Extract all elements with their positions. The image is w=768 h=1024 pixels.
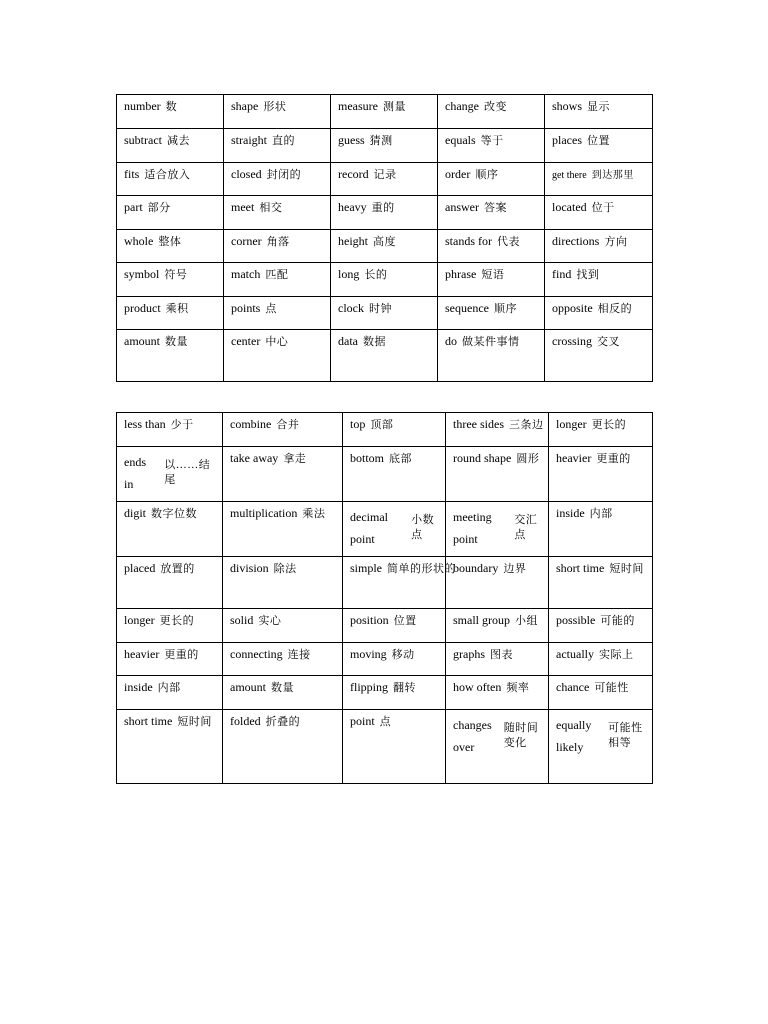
vocab-cell (549, 447, 653, 502)
english-term: product (124, 301, 161, 315)
english-term: order (445, 167, 471, 181)
chinese-translation: 顶部 (370, 419, 394, 431)
english-term: guess (338, 133, 365, 147)
english-term: part (124, 200, 143, 214)
vocab-cell (545, 230, 653, 263)
vocab-cell (438, 163, 545, 196)
english-term: whole (124, 234, 154, 248)
chinese-translation: 角落 (266, 236, 290, 248)
vocab-cell (117, 502, 223, 557)
chinese-translation: 中心 (265, 336, 289, 348)
english-term: shape (231, 99, 259, 113)
vocab-cell (117, 557, 223, 609)
table-row (117, 557, 653, 609)
chinese-translation: 更重的 (596, 453, 631, 465)
english-term: boundary (453, 561, 499, 575)
chinese-translation: 测量 (382, 101, 406, 113)
chinese-translation: 代表 (497, 236, 520, 248)
vocab-cell (223, 502, 343, 557)
chinese-translation: 折叠的 (265, 716, 301, 728)
vocab-cell (343, 557, 456, 609)
table-row (117, 643, 653, 676)
chinese-translation: 频率 (506, 682, 530, 694)
english-term: placed (124, 561, 156, 575)
chinese-translation: 封闭的 (266, 169, 302, 181)
vocab-cell (117, 676, 223, 710)
chinese-translation: 适合放入 (144, 169, 191, 181)
english-term: match (231, 267, 261, 281)
chinese-translation: 部分 (147, 202, 171, 214)
vocab-cell (549, 609, 653, 643)
vocab-cell (438, 95, 545, 129)
english-term: closed (231, 167, 262, 181)
english-term: point (350, 714, 375, 728)
chinese-translation: 小数点 (411, 514, 435, 541)
english-term: height (338, 234, 368, 248)
chinese-translation: 圆形 (516, 453, 540, 465)
chinese-translation: 内部 (157, 682, 181, 694)
chinese-translation: 短时间 (609, 563, 644, 575)
english-term: division (230, 561, 269, 575)
chinese-translation: 猜测 (369, 135, 393, 147)
chinese-translation: 等于 (480, 135, 504, 147)
english-term: symbol (124, 267, 160, 281)
chinese-translation: 做某件事情 (462, 336, 520, 348)
english-term: do (445, 334, 457, 348)
english-term: center (231, 334, 261, 348)
vocab-cell (224, 196, 331, 230)
english-term: top (350, 417, 366, 431)
vocab-cell (446, 710, 549, 784)
chinese-translation: 移动 (391, 649, 415, 661)
chinese-translation: 图表 (490, 649, 513, 661)
vocab-cell (117, 196, 224, 230)
vocab-cell (224, 330, 331, 382)
chinese-translation: 数 (165, 101, 178, 113)
vocab-cell (331, 297, 438, 330)
vocab-cell (549, 413, 653, 447)
chinese-translation: 乘积 (165, 303, 189, 315)
english-term: fits (124, 167, 140, 181)
english-term: measure (338, 99, 378, 113)
english-term: position (350, 613, 389, 627)
english-term: longer (556, 417, 587, 431)
table-row (117, 413, 653, 447)
vocab-cell (438, 129, 545, 163)
chinese-translation: 顺序 (493, 303, 517, 315)
table-row (117, 95, 653, 129)
table-row (117, 447, 653, 502)
english-term: multiplication (230, 506, 298, 520)
chinese-translation: 时钟 (369, 303, 392, 315)
chinese-translation: 小组 (515, 615, 538, 627)
vocab-cell (549, 676, 653, 710)
english-term: places (552, 133, 582, 147)
vocab-cell (117, 163, 224, 196)
vocab-cell (545, 196, 653, 230)
english-term: stands for (445, 234, 492, 248)
chinese-translation: 简单的形状的 (387, 563, 456, 575)
chinese-translation: 更长的 (591, 419, 627, 431)
chinese-translation: 到达那里 (591, 170, 634, 181)
vocab-cell (438, 230, 545, 263)
chinese-translation: 改变 (483, 101, 507, 113)
table-row (117, 163, 653, 196)
english-term: heavier (556, 451, 592, 465)
english-term: flipping (350, 680, 388, 694)
english-term: short time (556, 561, 605, 575)
table-row (117, 676, 653, 710)
english-term: phrase (445, 267, 477, 281)
chinese-translation: 放置的 (160, 563, 195, 575)
chinese-translation: 实心 (258, 615, 282, 627)
vocabulary-table-1 (116, 94, 653, 382)
chinese-translation: 重的 (371, 202, 395, 214)
vocab-cell (343, 413, 446, 447)
english-term: clock (338, 301, 364, 315)
english-term: located (552, 200, 587, 214)
vocab-cell (545, 95, 653, 129)
vocab-cell (438, 297, 545, 330)
vocab-cell (117, 95, 224, 129)
table-row (117, 230, 653, 263)
vocab-cell (545, 163, 653, 196)
english-term: bottom (350, 451, 385, 465)
vocab-cell (343, 676, 446, 710)
vocabulary-table-2 (116, 412, 653, 784)
english-term: sequence (445, 301, 489, 315)
table-row (117, 263, 653, 297)
vocab-cell (446, 609, 549, 643)
vocab-cell (223, 557, 343, 609)
chinese-translation: 内部 (589, 508, 613, 520)
chinese-translation: 显示 (587, 101, 611, 113)
chinese-translation: 顺序 (475, 169, 499, 181)
english-term: equally likely (556, 718, 592, 754)
chinese-translation: 位置 (586, 135, 610, 147)
english-term: simple (350, 561, 382, 575)
english-term: find (552, 267, 572, 281)
vocab-cell (223, 710, 343, 784)
vocab-cell (331, 163, 438, 196)
vocab-cell (549, 557, 653, 609)
english-term: longer (124, 613, 155, 627)
chinese-translation: 实际上 (598, 649, 634, 661)
vocab-cell (331, 263, 438, 297)
chinese-translation: 交汇点 (514, 514, 538, 541)
chinese-translation: 少于 (170, 419, 194, 431)
vocab-cell (224, 263, 331, 297)
chinese-translation: 数量 (271, 682, 294, 694)
vocab-cell (117, 297, 224, 330)
english-term: record (338, 167, 369, 181)
english-term: decimal point (350, 510, 388, 546)
chinese-translation: 相交 (259, 202, 283, 214)
vocab-cell (343, 710, 446, 784)
vocab-cell (117, 447, 223, 502)
chinese-translation: 点 (265, 303, 277, 315)
chinese-translation: 符号 (164, 269, 188, 281)
vocab-cell (331, 129, 438, 163)
vocab-cell (446, 502, 549, 557)
vocab-cell (117, 609, 223, 643)
chinese-translation: 找到 (576, 269, 600, 281)
english-term: inside (124, 680, 153, 694)
vocab-cell (223, 609, 343, 643)
english-term: short time (124, 714, 173, 728)
vocab-cell (117, 263, 224, 297)
vocab-cell (549, 643, 653, 676)
english-term: amount (124, 334, 160, 348)
table-row (117, 502, 653, 557)
english-term: actually (556, 647, 594, 661)
vocab-cell (331, 330, 438, 382)
vocab-cell (224, 95, 331, 129)
vocab-cell (223, 676, 343, 710)
vocab-cell (224, 230, 331, 263)
table-row (117, 129, 653, 163)
chinese-translation: 底部 (389, 453, 413, 465)
vocab-cell (117, 129, 224, 163)
table-row (117, 710, 653, 784)
english-term: amount (230, 680, 266, 694)
chinese-translation: 可能的 (600, 615, 635, 627)
english-term: opposite (552, 301, 593, 315)
vocab-cell (343, 609, 446, 643)
vocab-cell (117, 710, 223, 784)
chinese-translation: 位置 (393, 615, 417, 627)
chinese-translation: 数据 (363, 336, 386, 348)
vocab-cell (446, 676, 549, 710)
vocab-cell (117, 330, 224, 382)
vocab-cell (224, 163, 331, 196)
vocab-cell (446, 643, 549, 676)
english-term: change (445, 99, 479, 113)
chinese-translation: 边界 (503, 563, 527, 575)
english-term: digit (124, 506, 147, 520)
english-term: answer (445, 200, 479, 214)
english-term: changes over (453, 718, 492, 754)
vocab-cell (331, 196, 438, 230)
chinese-translation: 记录 (373, 169, 397, 181)
english-term: chance (556, 680, 590, 694)
english-term: three sides (453, 417, 504, 431)
vocab-cell (545, 297, 653, 330)
english-term: inside (556, 506, 585, 520)
chinese-translation: 数字位数 (151, 508, 198, 520)
chinese-translation: 随时间变化 (503, 722, 539, 749)
vocab-cell (117, 643, 223, 676)
chinese-translation: 长的 (364, 269, 388, 281)
english-term: get there (552, 170, 587, 181)
english-term: ends in (124, 455, 146, 491)
english-term: moving (350, 647, 387, 661)
vocab-cell (343, 643, 446, 676)
vocab-cell (438, 263, 545, 297)
chinese-translation: 三条边 (508, 419, 544, 431)
chinese-translation: 可能性 (594, 682, 629, 694)
vocab-cell (224, 129, 331, 163)
english-term: heavy (338, 200, 367, 214)
english-term: small group (453, 613, 510, 627)
vocab-cell (117, 413, 223, 447)
chinese-translation: 形状 (263, 101, 287, 113)
english-term: graphs (453, 647, 485, 661)
english-term: number (124, 99, 161, 113)
chinese-translation: 匹配 (265, 269, 289, 281)
english-term: shows (552, 99, 583, 113)
vocab-cell (438, 330, 545, 382)
english-term: possible (556, 613, 596, 627)
english-term: subtract (124, 133, 162, 147)
vocab-cell (446, 447, 549, 502)
english-term: take away (230, 451, 279, 465)
vocab-cell (545, 129, 653, 163)
vocab-cell (223, 643, 343, 676)
vocab-cell (331, 95, 438, 129)
vocab-cell (343, 502, 446, 557)
chinese-translation: 点 (379, 716, 392, 728)
vocab-cell (545, 263, 653, 297)
english-term: straight (231, 133, 267, 147)
english-term: directions (552, 234, 600, 248)
chinese-translation: 相反的 (597, 303, 633, 315)
english-term: heavier (124, 647, 160, 661)
chinese-translation: 答案 (483, 202, 507, 214)
chinese-translation: 短语 (481, 269, 505, 281)
chinese-translation: 高度 (373, 236, 396, 248)
english-term: corner (231, 234, 262, 248)
vocab-cell (446, 413, 549, 447)
chinese-translation: 连接 (287, 649, 311, 661)
chinese-translation: 直的 (272, 135, 295, 147)
english-term: folded (230, 714, 261, 728)
english-term: solid (230, 613, 254, 627)
vocab-cell (117, 230, 224, 263)
english-term: data (338, 334, 358, 348)
table-row (117, 196, 653, 230)
chinese-translation: 除法 (273, 563, 297, 575)
chinese-translation: 更重的 (164, 649, 199, 661)
table-row (117, 330, 653, 382)
chinese-translation: 方向 (604, 236, 628, 248)
vocab-cell (331, 230, 438, 263)
english-term: combine (230, 417, 272, 431)
vocab-cell (343, 447, 446, 502)
vocab-cell (223, 413, 343, 447)
english-term: how often (453, 680, 502, 694)
english-term: meet (231, 200, 255, 214)
vocab-cell (446, 557, 549, 609)
english-term: points (231, 301, 261, 315)
english-term: meeting point (453, 510, 492, 546)
vocab-cell (224, 297, 331, 330)
vocab-cell (549, 710, 653, 784)
vocab-cell (438, 196, 545, 230)
english-term: connecting (230, 647, 283, 661)
chinese-translation: 数量 (165, 336, 188, 348)
table-row (117, 297, 653, 330)
chinese-translation: 合并 (276, 419, 300, 431)
english-term: round shape (453, 451, 512, 465)
chinese-translation: 更长的 (159, 615, 195, 627)
english-term: less than (124, 417, 166, 431)
table-row (117, 609, 653, 643)
chinese-translation: 交叉 (597, 336, 620, 348)
vocab-cell (545, 330, 653, 382)
chinese-translation: 拿走 (283, 453, 307, 465)
chinese-translation: 可能性相等 (608, 722, 643, 749)
chinese-translation: 翻转 (393, 682, 416, 694)
chinese-translation: 位于 (591, 202, 615, 214)
chinese-translation: 短时间 (177, 716, 212, 728)
english-term: crossing (552, 334, 592, 348)
english-term: equals (445, 133, 476, 147)
chinese-translation: 整体 (158, 236, 182, 248)
chinese-translation: 乘法 (302, 508, 326, 520)
vocab-cell (549, 502, 653, 557)
vocab-cell (223, 447, 343, 502)
chinese-translation: 减去 (167, 135, 190, 147)
chinese-translation: 以……结尾 (164, 459, 211, 486)
english-term: long (338, 267, 360, 281)
